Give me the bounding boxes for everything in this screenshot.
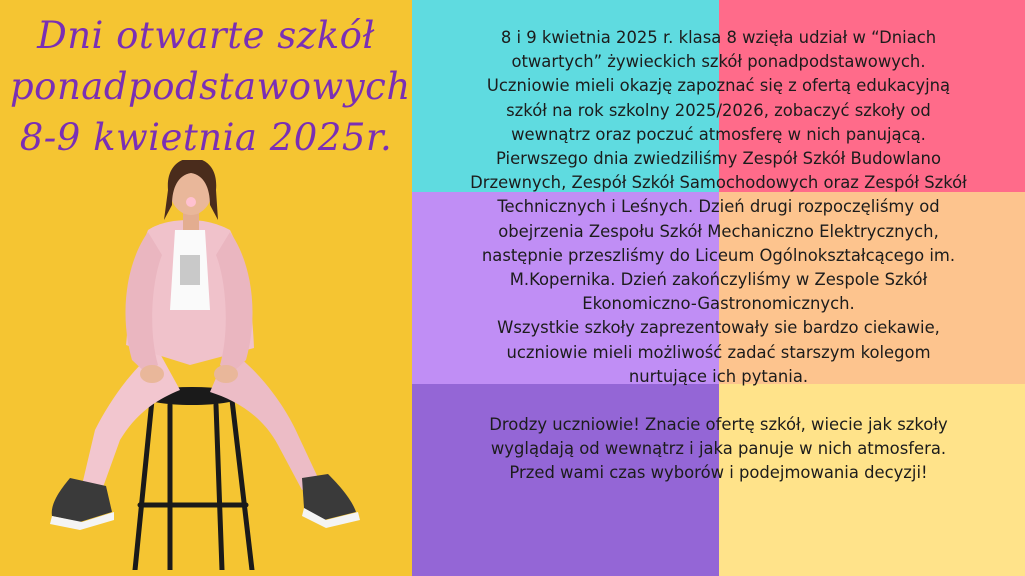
article-paragraph-1	[412, 26, 1025, 389]
headline	[10, 10, 411, 163]
text-line: wyglądają od wewnątrz i jaka panuje w nich atmosfera.	[490, 439, 947, 459]
text-line: obejrzenia Zespołu Szkół Mechaniczno Elektrycznych,	[498, 221, 939, 241]
article-paragraph-2	[412, 413, 1025, 486]
text-line: Przed wami czas wyborów i podejmowania decyzji!	[509, 463, 928, 483]
bar-stool	[135, 400, 252, 570]
text-line: nurtujące ich pytania.	[628, 366, 809, 386]
text-line: Drzewnych, Zespół Szkół Samochodowych oraz Zespół Szkół	[470, 173, 967, 193]
text-line: Ekonomiczno-Gastronomicznych.	[582, 294, 855, 314]
text-line: Pierwszego dnia zwiedziliśmy Zespół Szkół Budowlano	[496, 149, 941, 169]
text-line: Uczniowie mieli okazję zapoznać się z ofertą edukacyjną	[486, 76, 951, 96]
paragraph-gap	[412, 389, 1025, 413]
headline-line-2: ponadpodstawowych	[10, 65, 411, 108]
article-text	[412, 26, 1025, 486]
text-line: Wszystkie szkoły zaprezentowały sie bardzo ciekawie,	[497, 318, 940, 338]
text-line: M.Kopernika. Dzień zakończyliśmy w Zespole Szkół	[509, 270, 928, 290]
text-line: Drodzy uczniowie! Znacie ofertę szkół, wiecie jak szkoły	[489, 415, 948, 435]
student-photo	[40, 160, 370, 570]
text-line: następnie przeszliśmy do Liceum Ogólnokształcącego im.	[481, 245, 956, 265]
headline-line-3: 8-9 kwietnia 2025r.	[19, 116, 393, 159]
left-panel	[0, 0, 412, 576]
text-line: otwartych” żywieckich szkół ponadpodstawowych.	[511, 52, 926, 72]
text-line: wewnątrz oraz poczuć atmosferę w nich panującą.	[511, 124, 926, 144]
text-line: uczniowie mieli możliwość zadać starszym kolegom	[506, 342, 931, 362]
text-line: 8 i 9 kwietnia 2025 r. klasa 8 wzięła udział w “Dniach	[500, 28, 937, 47]
text-line: Technicznych i Leśnych. Dzień drugi rozpoczęliśmy od	[497, 197, 940, 217]
text-line: szkół na rok szkolny 2025/2026, zobaczyć szkoły od	[506, 100, 931, 120]
headline-line-1: Dni otwarte szkół	[37, 14, 375, 57]
